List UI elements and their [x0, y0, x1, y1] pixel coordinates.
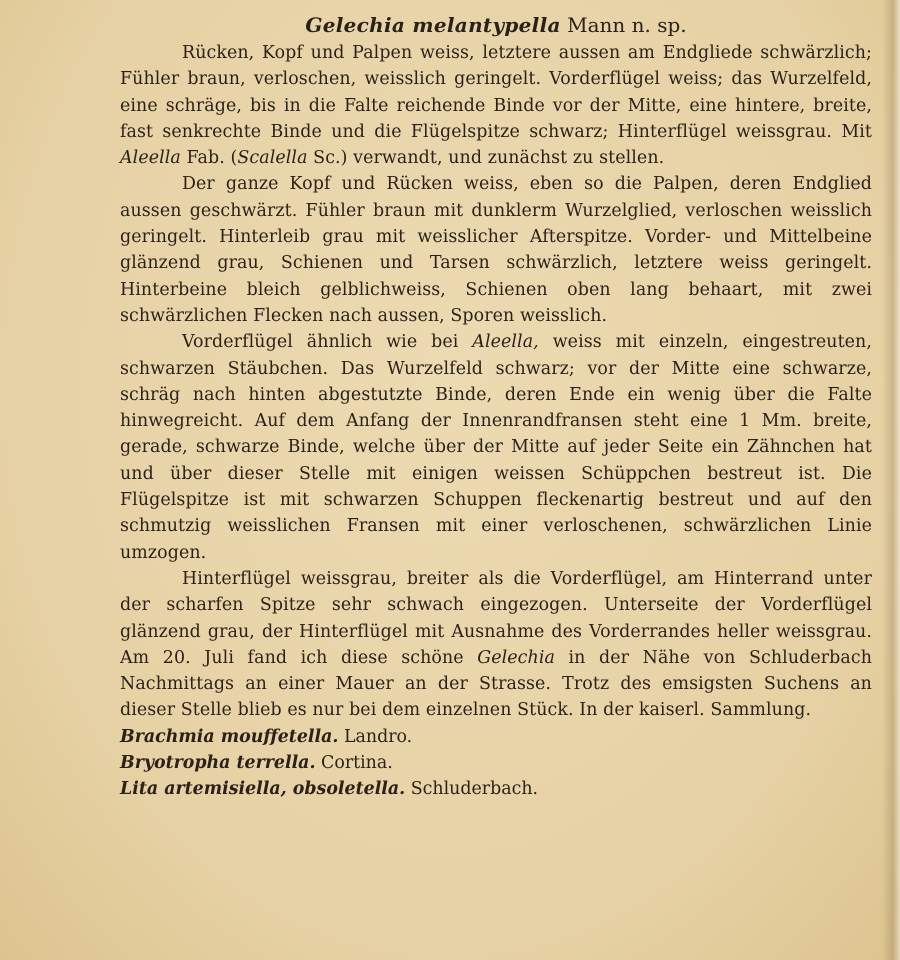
paragraph-text: Vorderflügel ähnlich wie bei — [182, 332, 473, 353]
record-species-name: Bryotropha terrella. — [120, 753, 316, 774]
record-locality: Schluderbach. — [410, 779, 539, 800]
species-record — [120, 750, 872, 776]
description-paragraph — [120, 40, 872, 171]
italic-taxon-name: Aleella — [120, 148, 181, 169]
description-paragraph — [120, 329, 872, 566]
species-records — [120, 724, 872, 803]
record-locality: Cortina. — [321, 753, 393, 774]
record-species-name: Brachmia mouffetella. — [120, 726, 339, 747]
paragraph-text: Rücken, Kopf und Palpen weiss, letztere aussen am Endgliede schwärzlich; Fühler braun, verloschen, weisslich geringelt. Vorderflügel weiss; das Wurzelfeld, eine schräge, bis in die Falte reichende Binde vor der Mitte, eine hintere, breite, fast senkrechte Binde und die Flügelspitze schwarz; Hinterflügel weissgrau. Mit — [120, 43, 872, 142]
paragraph-text: Der ganze Kopf und Rücken weiss, eben so die Palpen, deren Endglied aussen geschwärzt. Fühler braun mit dunklerm Wurzelglied, verloschen weisslich geringelt. Hinterleib grau mit weisslicher Afterspitze. Vorder- und Mittelbeine glänzend grau, Schienen und Tarsen schwärzlich, letztere weiss geringelt. Hinterbeine bleich gelblichweiss, Schienen oben lang behaart, mit zwei schwärzlichen Flecken nach aussen, Sporen weisslich. — [120, 174, 872, 326]
paragraph-text: weiss mit einzeln, eingestreuten, schwarzen Stäubchen. Das Wurzelfeld schwarz; vor der Mitte eine schwarze, schräg nach hinten abgestutzte Binde, deren Ende ein wenig über die Falte hinwegreicht. Auf dem Anfang der Innenrandfransen steht eine 1 Mm. breite, gerade, schwarze Binde, welche über der Mitte auf jeder Seite ein Zähnchen hat und über dieser Stelle mit einigen weissen Schüppchen bestreut ist. Die Flügelspitze ist mit schwarzen Schuppen fleckenartig bestreut und auf den schmutzig weisslichen Fransen mit einer verloschenen, schwärzlichen Linie umzogen. — [120, 332, 872, 563]
record-locality: Landro. — [343, 726, 413, 747]
page-edge-shadow — [882, 0, 900, 960]
document-page — [120, 12, 872, 803]
italic-taxon-name: Scalella — [237, 148, 308, 169]
italic-taxon-name: Gelechia — [477, 647, 555, 668]
record-species-name: Lita artemisiella, obsoletella. — [120, 779, 406, 800]
italic-taxon-name: Aleella, — [472, 332, 539, 353]
species-record — [120, 724, 872, 750]
heading-author: Mann n. sp. — [567, 13, 687, 37]
heading-species-name: Gelechia melantypella — [305, 13, 561, 37]
species-record — [120, 776, 872, 802]
description-paragraph — [120, 566, 872, 724]
species-heading — [120, 12, 872, 38]
description-body — [120, 40, 872, 724]
paragraph-text: in der Nähe von Schluderbach Nachmittags an einer Mauer an der Strasse. Trotz des emsigsten Suchens an dieser Stelle blieb es nur bei dem einzelnen Stück. In der kaiserl. Sammlung. — [120, 647, 872, 721]
paragraph-text: Sc.) verwandt, und zunächst zu stellen. — [307, 148, 665, 169]
paragraph-text: Fab. ( — [180, 148, 238, 169]
paragraph-text: Hinterflügel weissgrau, breiter als die Vorderflügel, am Hinterrand unter der scharfen Spitze sehr schwach eingezogen. Unterseite der Vorderflügel glänzend grau, der Hinterflügel mit Ausnahme des Vorderrandes heller weissgrau. Am 20. Juli fand ich diese schöne — [120, 568, 872, 668]
description-paragraph — [120, 171, 872, 329]
